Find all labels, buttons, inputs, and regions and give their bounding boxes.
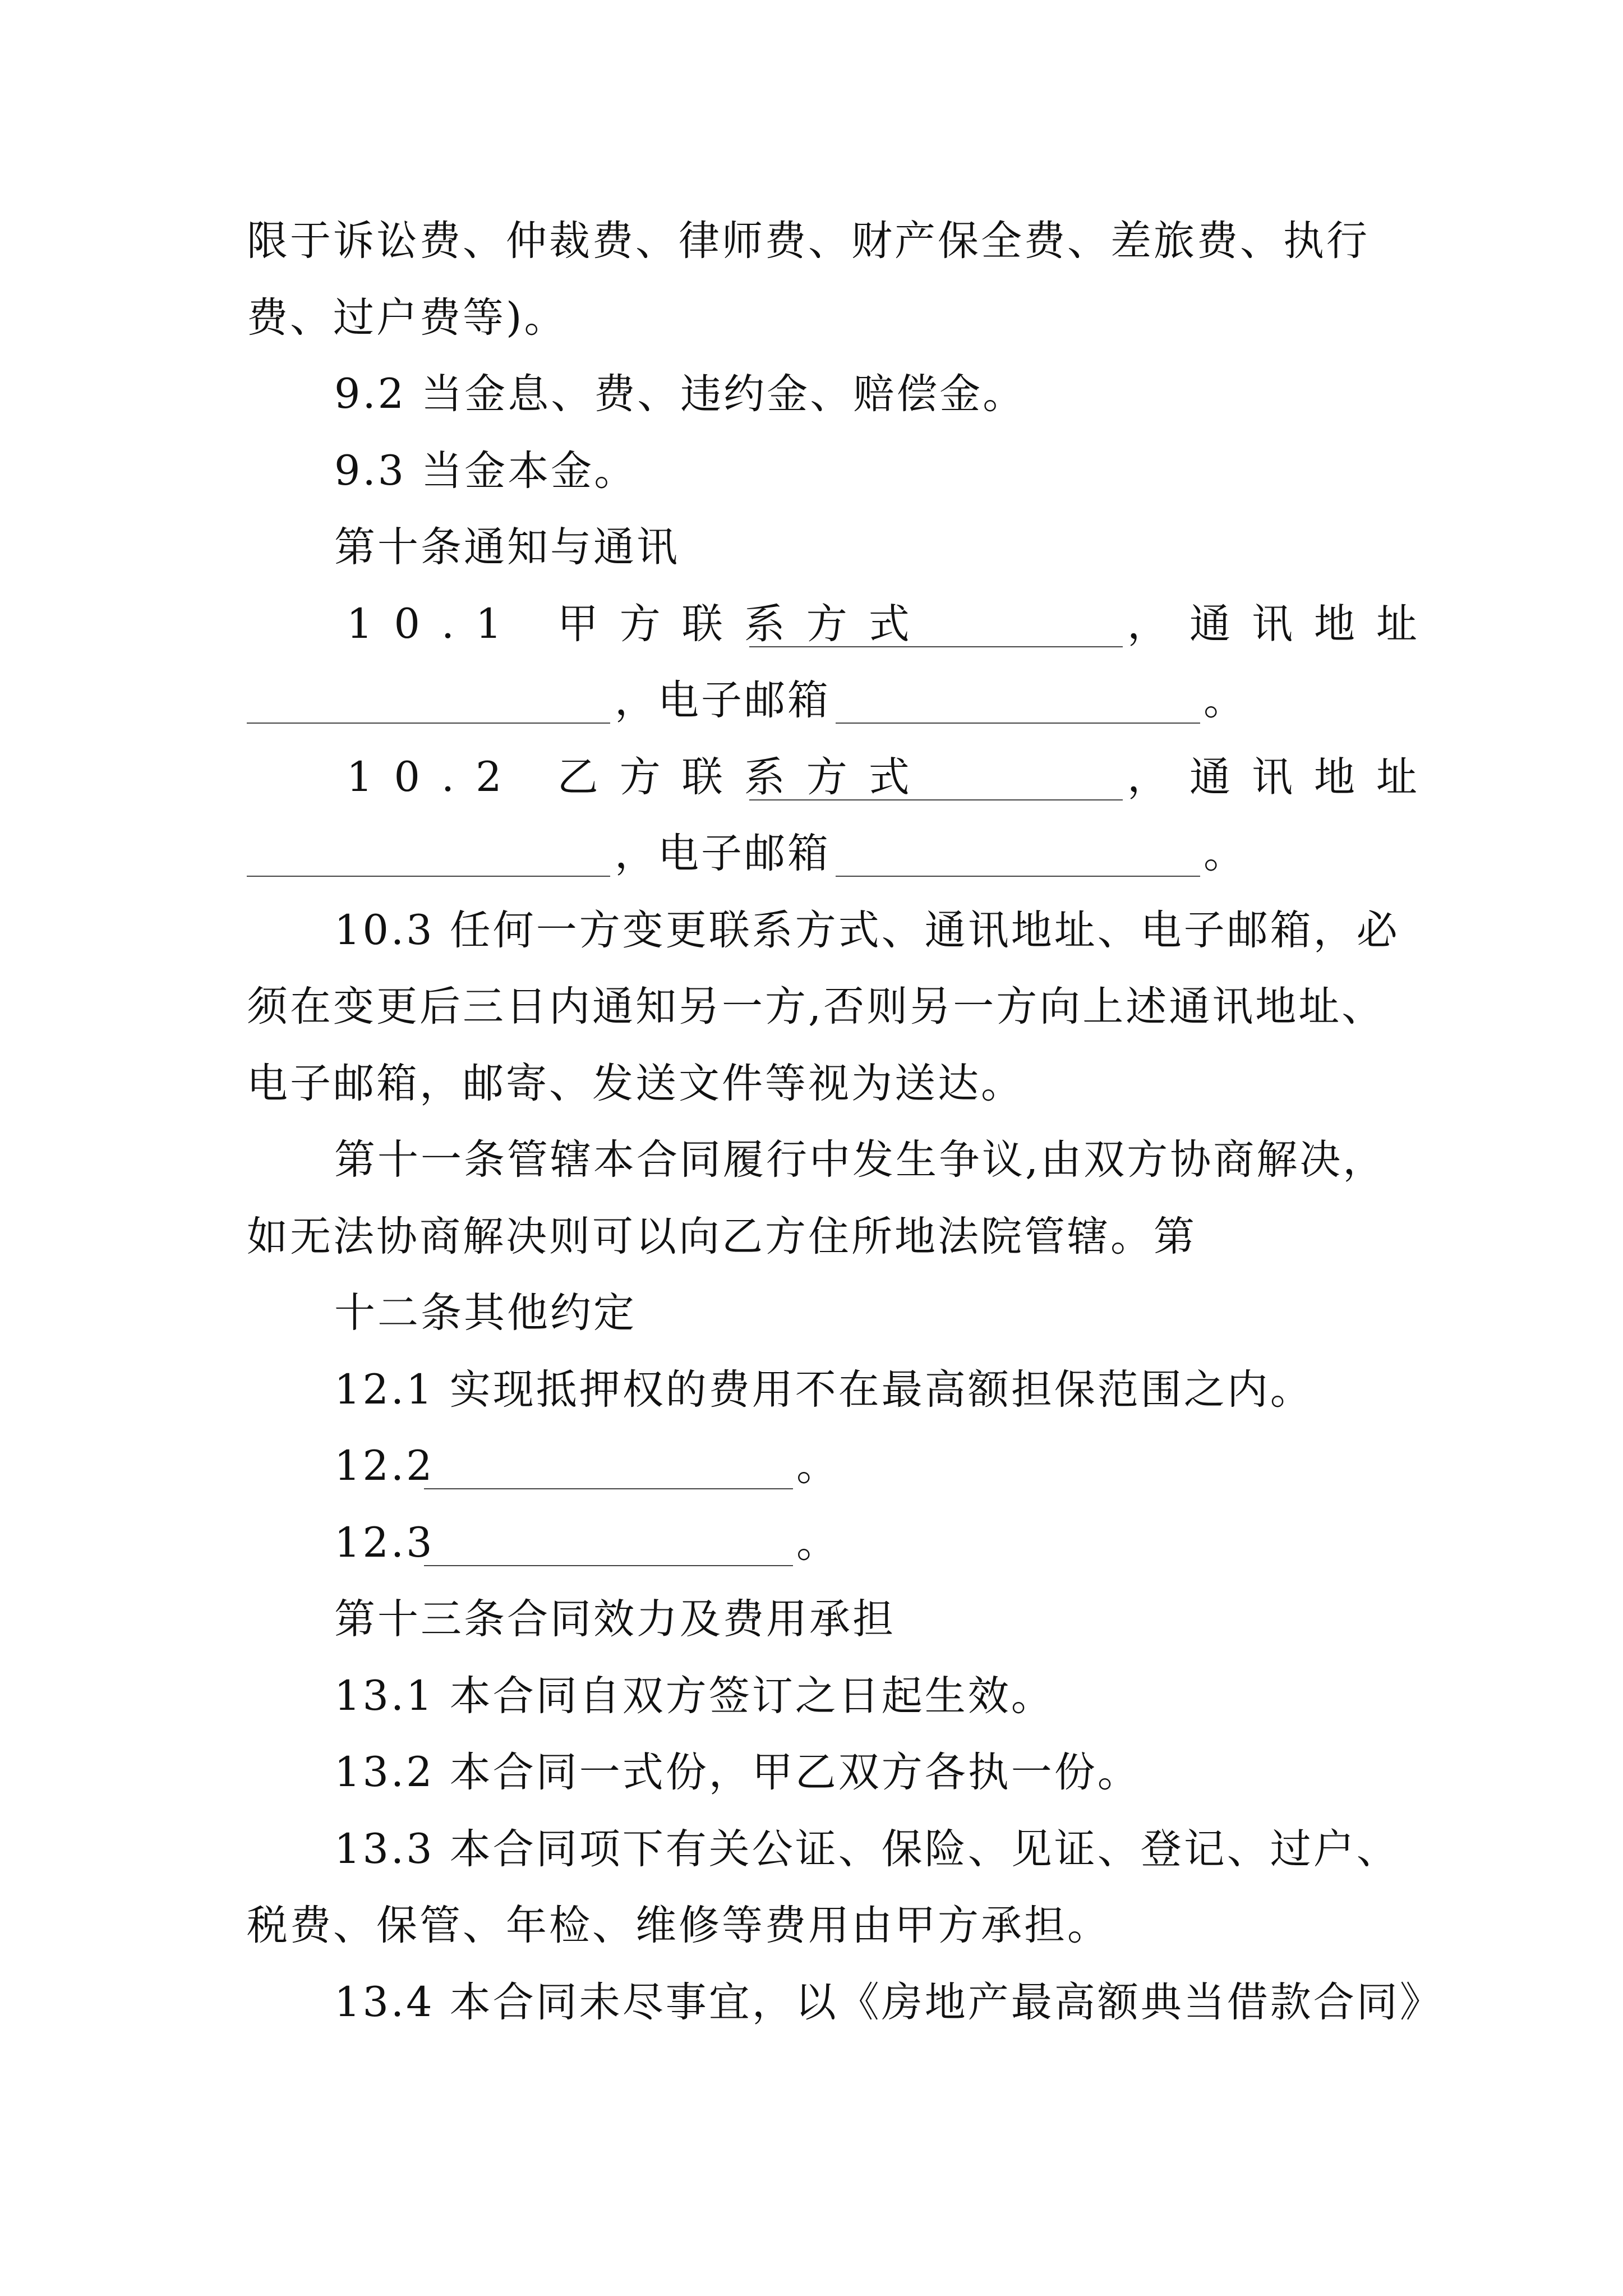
blank-line [836, 876, 1200, 877]
clause-10-3-line: 电子邮箱，邮寄、发送文件等视为送达。 [247, 1060, 1024, 1107]
blank-line [247, 876, 610, 877]
paragraph-line: 限于诉讼费、仲裁费、律师费、财产保全费、差旅费、执行 [247, 217, 1370, 265]
period: 。 [796, 1519, 840, 1567]
period: 。 [1204, 830, 1247, 877]
blank-line [424, 1565, 793, 1566]
clause-13-1: 13.1 本合同自双方签订之日起生效。 [334, 1672, 1054, 1720]
clause-10-1-label: 10.1 甲方联系方式 [347, 600, 931, 648]
clause-10-1-address-label: ，通讯地址 [1127, 600, 1438, 648]
blank-line [749, 799, 1123, 800]
clause-13-3-line: 13.3 本合同项下有关公证、保险、见证、登记、过户、 [334, 1825, 1400, 1873]
clause-13-4: 13.4 本合同未尽事宜，以《房地产最高额典当借款合同》 [334, 1978, 1443, 2026]
blank-line [424, 1488, 793, 1489]
article-11-line: 如无法协商解决则可以向乙方住所地法院管辖。第 [247, 1213, 1197, 1260]
period: 。 [796, 1442, 840, 1490]
blank-line [247, 723, 610, 724]
clause-10-3-line: 须在变更后三日内通知另一方,否则另一方向上述通讯地址、 [247, 983, 1385, 1030]
clause-12-2-label: 12.2 [334, 1442, 435, 1490]
article-13-heading: 第十三条合同效力及费用承担 [334, 1595, 896, 1643]
clause-10-2-label: 10.2 乙方联系方式 [347, 753, 931, 801]
article-11-line: 第十一条管辖本合同履行中发生争议,由双方协商解决， [334, 1136, 1386, 1184]
clause-13-2: 13.2 本合同一式份，甲乙双方各执一份。 [334, 1749, 1141, 1796]
clause-9-2: 9.2 当金息、费、违约金、赔偿金。 [334, 370, 1026, 418]
clause-10-3-line: 10.3 任何一方变更联系方式、通讯地址、电子邮箱，必 [334, 907, 1400, 954]
clause-12-3-label: 12.3 [334, 1519, 435, 1567]
clause-10-2-address-label: ，通讯地址 [1127, 753, 1438, 801]
article-10-heading: 第十条通知与通讯 [334, 523, 680, 571]
blank-line [836, 723, 1200, 724]
clause-13-3-line: 税费、保管、年检、维修等费用由甲方承担。 [247, 1902, 1110, 1949]
clause-10-2-email-label: ，电子邮箱 [615, 830, 831, 877]
period: 。 [1204, 677, 1247, 724]
clause-12-1: 12.1 实现抵押权的费用不在最高额担保范围之内。 [334, 1366, 1313, 1414]
article-12-heading: 十二条其他约定 [334, 1289, 637, 1337]
clause-10-1-email-label: ，电子邮箱 [615, 677, 831, 724]
paragraph-line: 费、过户费等)。 [247, 294, 568, 342]
blank-line [749, 646, 1123, 647]
clause-9-3: 9.3 当金本金。 [334, 447, 638, 495]
